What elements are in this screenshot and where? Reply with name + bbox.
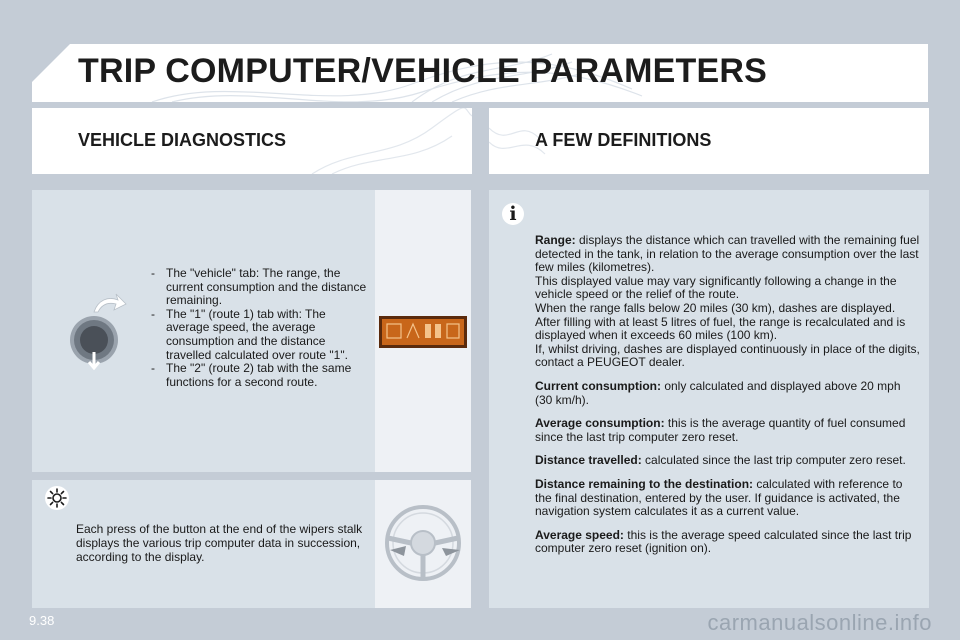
list-item — [151, 362, 371, 389]
definition-item — [535, 478, 920, 519]
list-item-text: The "2" (route 2) tab with the same functions for a second route. — [166, 361, 352, 389]
list-item-text: The "1" (route 1) tab with: The average speed, the average consumption and the distance travelled calculated over route "1". — [166, 306, 348, 362]
definition-text: calculated with reference to the final destination, entered by the user. If guidance is activated, the navigation system calculates it as a current value. — [535, 476, 903, 519]
definition-term: Current consumption: — [535, 378, 661, 393]
diagnostics-list — [151, 267, 371, 389]
steering-wheel-icon — [380, 502, 466, 584]
list-dash: - — [151, 266, 155, 280]
definition-text: this is the average speed calculated since the last trip computer zero reset (ignition on). — [535, 527, 912, 556]
definitions-list — [535, 234, 920, 566]
definition-text: displays the distance which can travelled with the remaining fuel detected in the tank, in relation to the average consumption over the last few miles (kilometres). This displayed value may vary significantly following a change in the vehicle speed or the relief of the route. When the range falls below 20 miles (30 km), dashes are displayed. After filling with at least 5 litres of fuel, the range is recalculated and is displayed when it exceeds 60 miles (100 km). If, whilst driving, dashes are displayed continuously in place of the digits, contact a PEUGEOT dealer. — [535, 233, 920, 370]
definition-term: Distance remaining to the destination: — [535, 476, 754, 491]
definition-term: Average consumption: — [535, 416, 665, 431]
definition-text: calculated since the last trip computer zero reset. — [641, 453, 906, 468]
list-dash: - — [151, 306, 155, 321]
definition-item — [535, 417, 920, 444]
definition-text: this is the average quantity of fuel consumed since the last trip computer zero reset. — [535, 416, 906, 444]
list-item — [151, 308, 371, 362]
stalk-button-icon — [64, 288, 128, 370]
watermark: carmanualsonline.info — [707, 610, 932, 635]
definitions-header — [489, 108, 929, 174]
page-title: TRIP COMPUTER/VEHICLE PARAMETERS — [78, 52, 767, 90]
display-screen-icon — [379, 316, 467, 348]
light-icon — [44, 485, 70, 511]
diagnostics-title: VEHICLE DIAGNOSTICS — [78, 130, 287, 150]
definitions-title: A FEW DEFINITIONS — [535, 130, 712, 150]
list-dash: - — [151, 361, 155, 376]
info-icon: i — [502, 203, 524, 225]
page-number: 9.38 — [29, 613, 55, 628]
definition-term: Range: — [535, 233, 576, 247]
definition-text: only calculated and displayed above 20 mph (30 km/h). — [535, 378, 901, 407]
list-item — [151, 267, 371, 308]
definition-item — [535, 234, 920, 370]
definition-term: Distance travelled: — [535, 453, 642, 468]
definition-item — [535, 380, 920, 407]
definition-item — [535, 454, 920, 468]
definition-term: Average speed: — [535, 527, 624, 542]
diagnostics-header — [32, 108, 472, 174]
definition-item — [535, 529, 920, 556]
stalk-instruction: Each press of the button at the end of the wipers stalk displays the various trip computer data in succession, according to the display. — [76, 522, 363, 564]
list-item-text: The "vehicle" tab: The range, the current consumption and the distance remaining. — [166, 266, 367, 308]
